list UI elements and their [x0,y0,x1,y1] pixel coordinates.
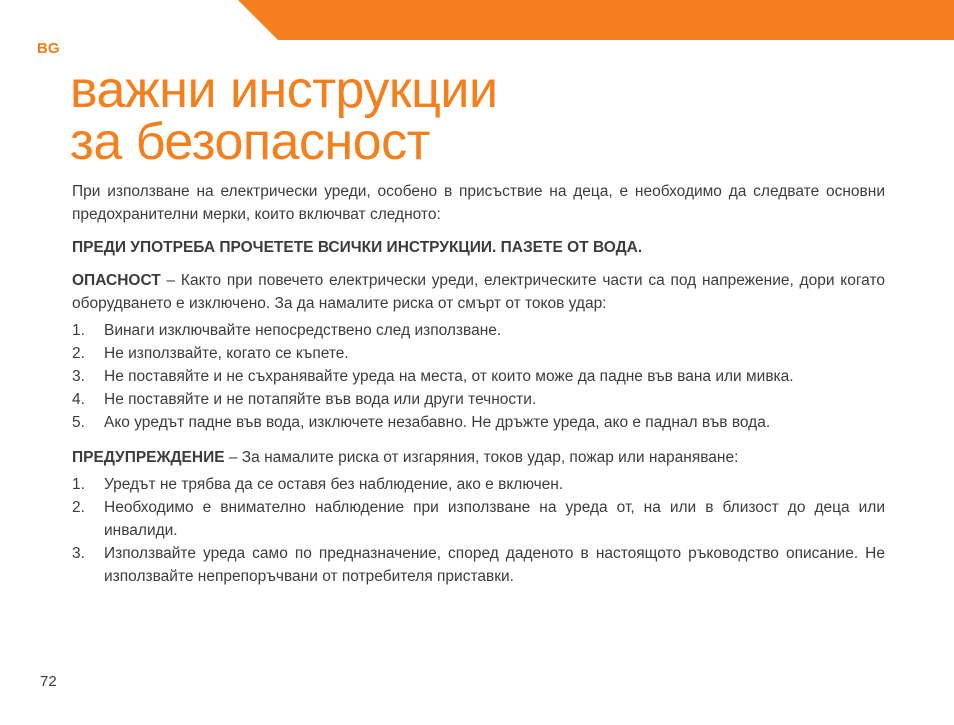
title-line-1: важни инструкции [70,61,498,119]
list-item [72,542,885,588]
document-body [72,180,885,588]
danger-label: ОПАСНОСТ [72,272,161,289]
list-item-number: 1. [72,322,85,339]
warning-paragraph [72,446,885,469]
read-instructions-notice: ПРЕДИ УПОТРЕБА ПРОЧЕТЕТЕ ВСИЧКИ ИНСТРУКЦИИ. ПАЗЕТЕ ОТ ВОДА. [72,239,643,256]
list-item [72,496,885,542]
list-item [72,342,885,365]
list-item [72,411,885,434]
page-title [70,61,498,171]
list-item-number: 3. [72,368,85,385]
list-item-text: Не поставяйте и не съхранявайте уреда на места, от които може да падне във вана или мивка. [104,368,794,385]
list-item-text: Не използвайте, когато се къпете. [104,345,349,362]
warning-text: – За намалите риска от изгаряния, токов удар, пожар или нараняване: [224,449,739,466]
intro-paragraph: При използване на електрически уреди, особено в присъствие на деца, е необходимо да следвате основни предохранителни мерки, които включват следното: [72,183,885,223]
list-item-text: Използвайте уреда само по предназначение, според даденото в настоящото ръководство описание. Не използвайте непрепоръчвани от потребителя приставки. [104,545,885,585]
warning-list [72,473,885,588]
list-item-number: 1. [72,476,85,493]
header-accent-bar [238,0,954,40]
list-item-text: Необходимо е внимателно наблюдение при използване на уреда от, на или в близост до деца или инвалиди. [104,499,885,539]
list-item-number: 5. [72,414,85,431]
language-code: BG [37,40,60,57]
title-line-2: за безопасност [70,113,430,171]
list-item-number: 4. [72,391,85,408]
list-item-text: Уредът не трябва да се оставя без наблюдение, ако е включен. [104,476,564,493]
list-item-number: 2. [72,345,85,362]
list-item-text: Винаги изключвайте непосредствено след използване. [104,322,502,339]
warning-label: ПРЕДУПРЕЖДЕНИЕ [72,449,225,466]
list-item [72,473,885,496]
list-item [72,365,885,388]
danger-paragraph [72,269,885,315]
list-item-text: Ако уредът падне във вода, изключете незабавно. Не дръжте уреда, ако е паднал във вода. [104,414,771,431]
list-item [72,319,885,342]
list-item [72,388,885,411]
danger-list [72,319,885,434]
danger-text: – Както при повечето електрически уреди, електрическите части са под напрежение, дори когато оборудването е изключено. За да намалите риска от смърт от токов удар: [72,272,885,312]
list-item-number: 3. [72,545,85,562]
list-item-number: 2. [72,499,85,516]
page-number: 72 [40,673,57,690]
list-item-text: Не поставяйте и не потапяйте във вода или други течности. [104,391,537,408]
